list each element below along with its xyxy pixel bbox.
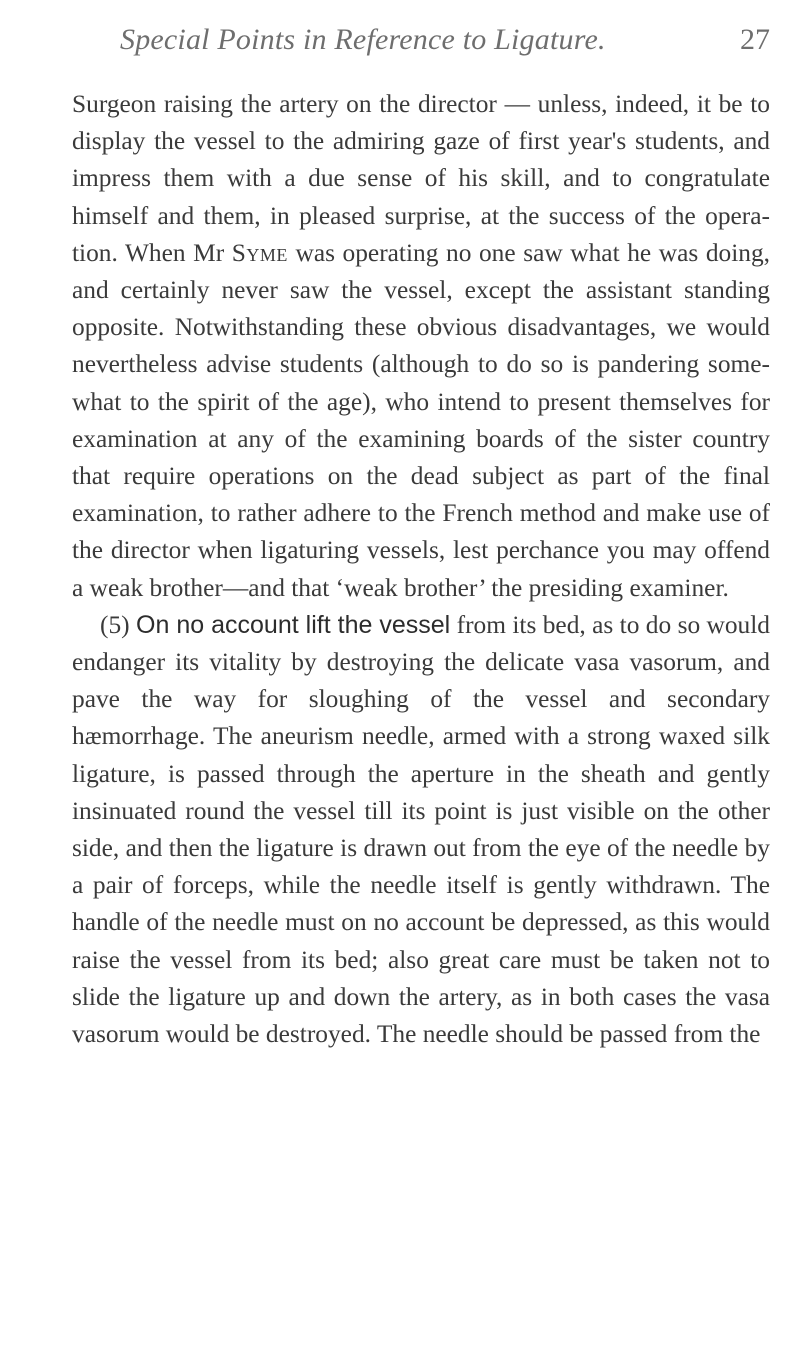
paragraph-text: from its bed, as to do so would endanger its vitality by destroying the delicate vasa vasorum, and pave the way for sloughing of the vessel and secondary hæmorrhage. The aneurism needle, armed with a strong waxed silk ligature, is passed through the aperture in the sheath and gently insinuated round the vessel till its point is just visible on the other side, and then the ligature is drawn out from the eye of the needle by a pair of forceps, while the needle itself is gently withdrawn. The handle of the needle must on no account be depressed, as this would raise the vessel from its bed; also great care must be taken not to slide the ligature up and down the artery, as in both cases the vasa vasorum would be destroyed. The needle should be passed from the <box>72 610 771 1049</box>
paragraph-continuation <box>72 86 770 607</box>
point-number: (5) <box>100 610 130 639</box>
paragraph-text: Surgeon raising the artery on the director — unless, indeed, it be to display the vessel to the admiring gaze of first year's students, and impress them with a due sense of his skill, and to congratulate himself and them, in pleased surprise, at the success of the operation. When Mr <box>72 90 770 267</box>
body-text <box>72 86 770 1053</box>
running-head <box>120 16 770 64</box>
paragraph-point-5 <box>72 607 770 1053</box>
surgeon-name: Syme <box>231 238 288 267</box>
point-heading: On no account lift the vessel <box>136 610 451 639</box>
paragraph-text: was operating no one saw what he was doing, and certainly never saw the vessel, except the assistant standing opposite. Notwithstanding these obvious disadvantages, we would nevertheless advise students (although to do so is pandering somewhat to the spirit of the age), who intend to present themselves for examination at any of the examining boards of the sister country that require operations on the dead subject as part of the final examination, to rather adhere to the French method and make use of the director when ligaturing vessels, lest perchance you may offend a weak brother—and that ‘weak brother’ the presiding examiner. <box>72 238 770 602</box>
page-number: 27 <box>740 23 770 56</box>
running-head-title: Special Points in Reference to Ligature. <box>120 23 606 56</box>
